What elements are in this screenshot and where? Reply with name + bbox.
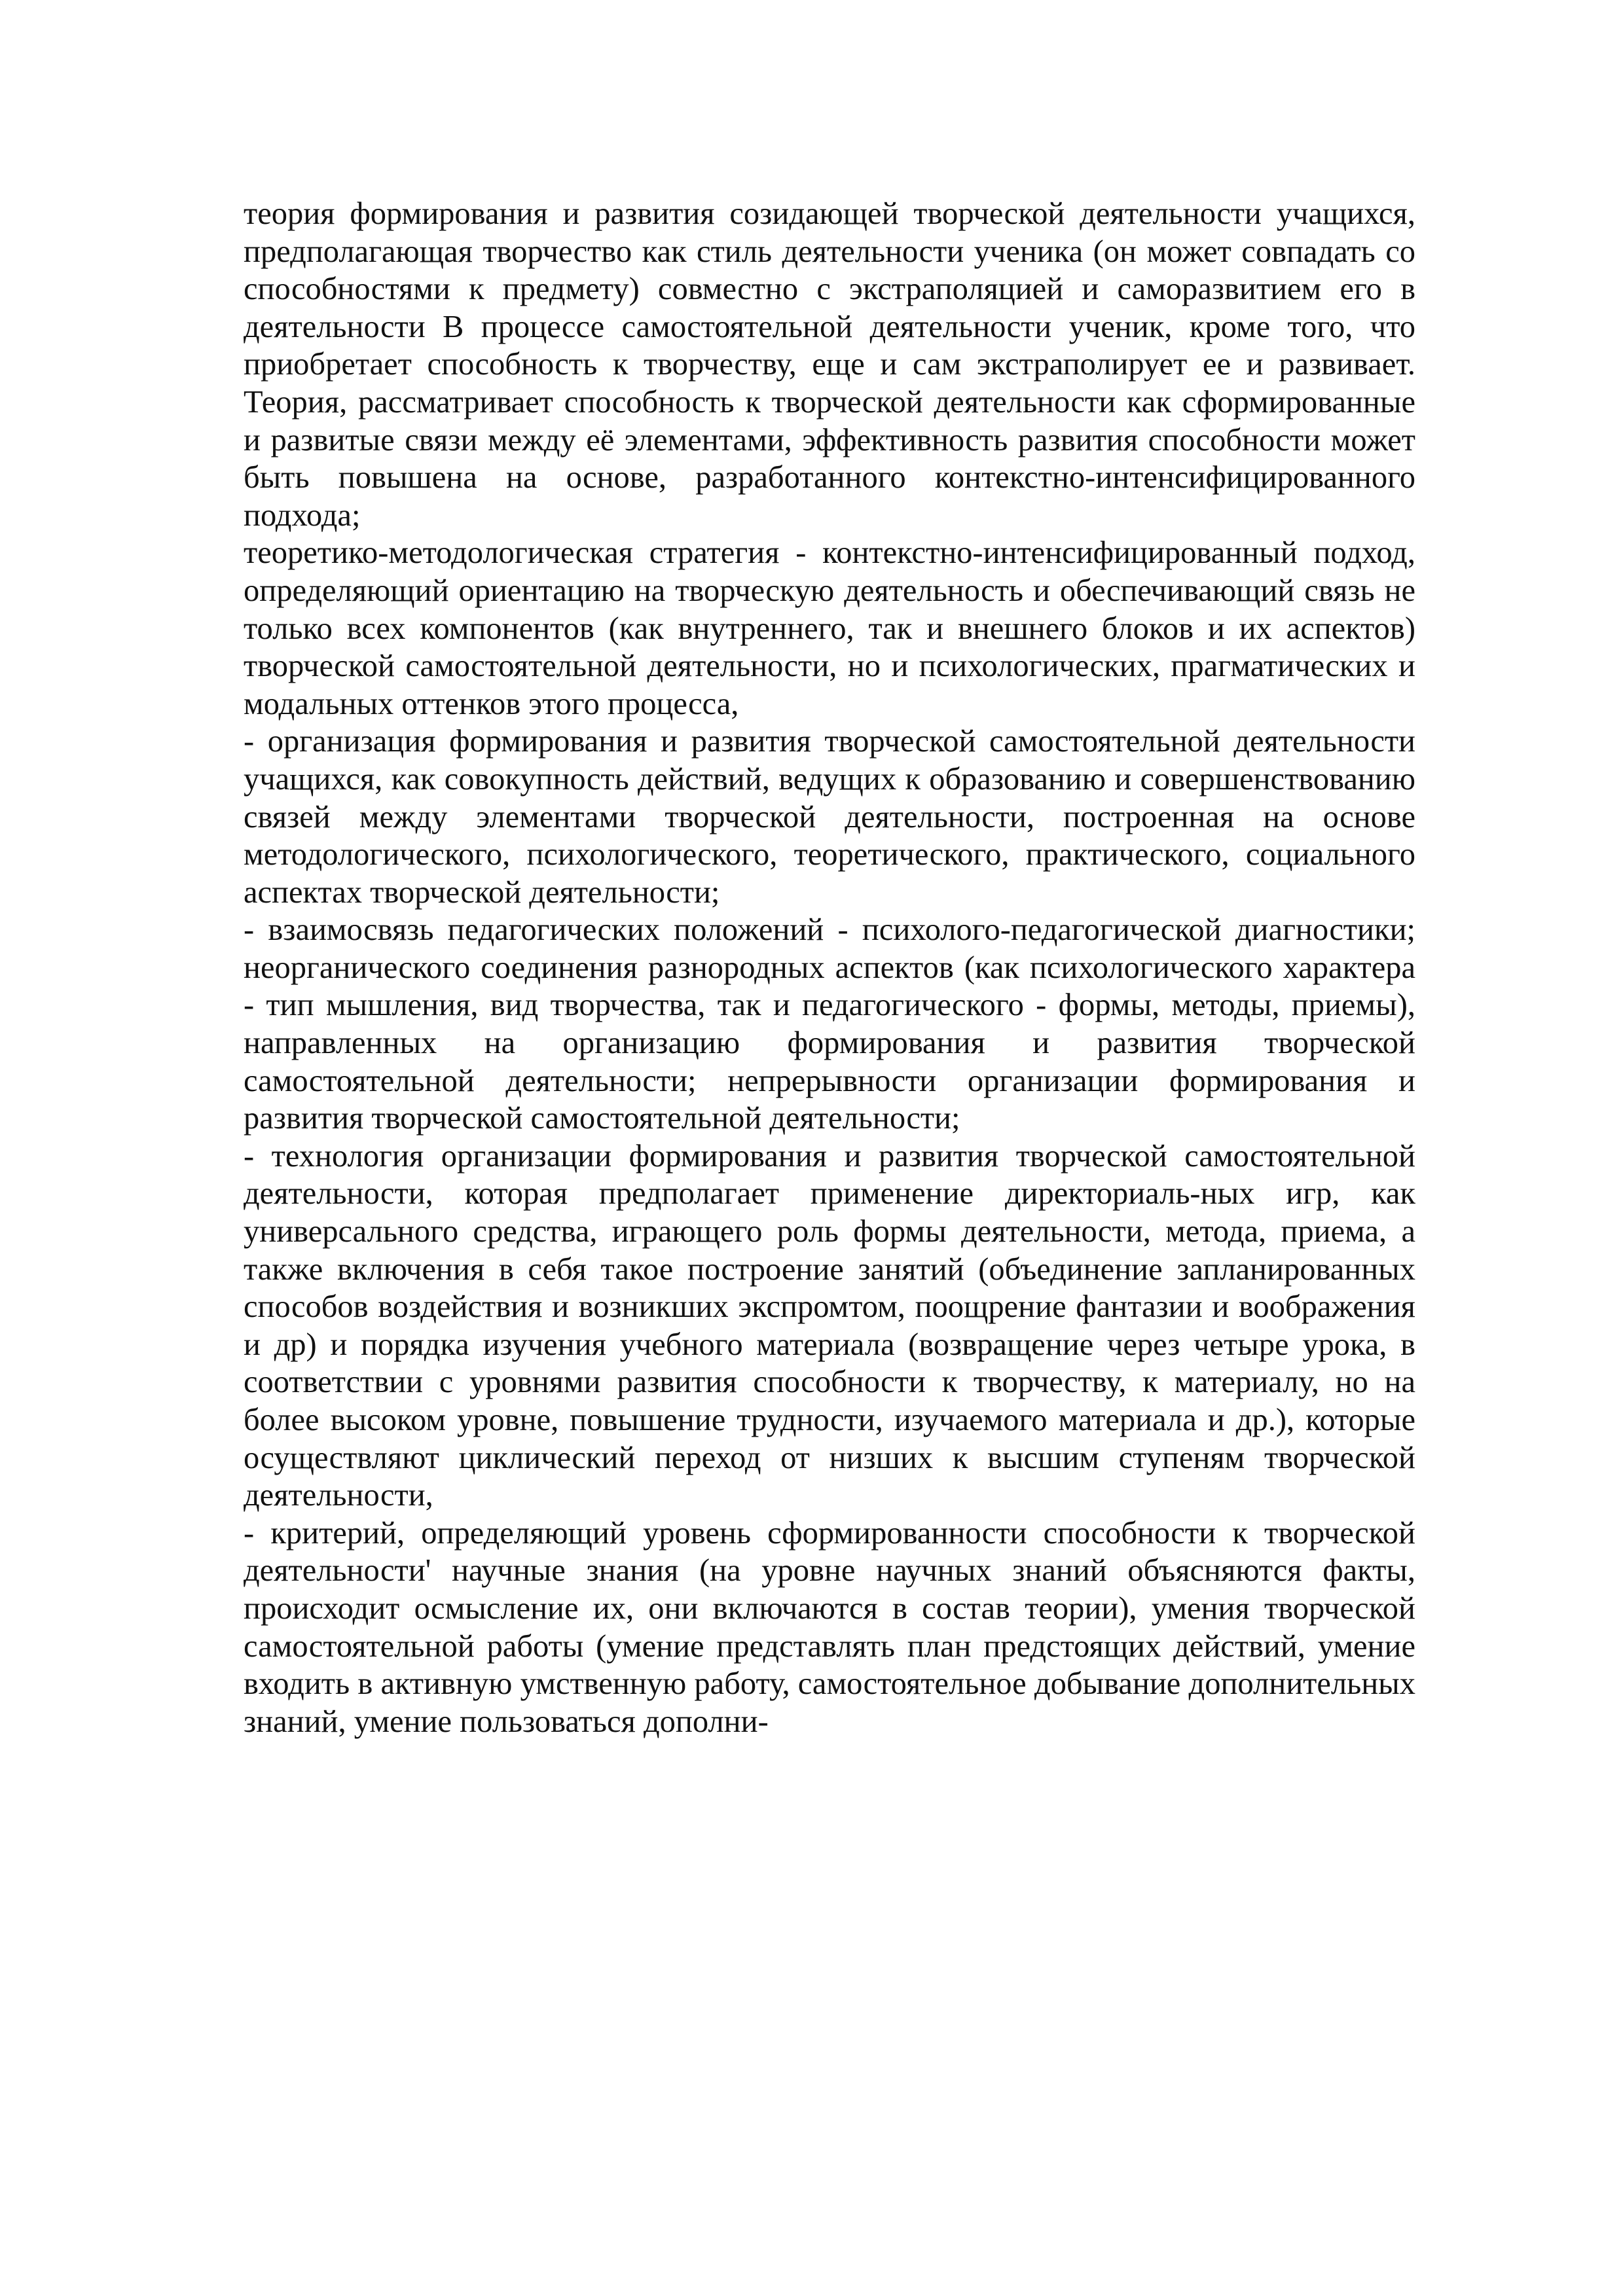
paragraph-criterion: - критерий, определяющий уровень сформированности способности к творческой деятельности' научные знания (на уровне научных знаний объясняются факты, происходит осмысление их, они включаются в состав теории), умения творческой самостоятельной работы (умение представлять план предстоящих действий, умение входить в активную умственную работу, самостоятельное добывание дополнительных знаний, умение пользоваться дополни- — [244, 1515, 1415, 1739]
paragraph-strategy: теоретико-методологическая стратегия - контекстно-интенсифицированный подход, определяющий ориентацию на творческую деятельность и обеспечивающий связь не только всех компонентов (как внутреннего, так и внешнего блоков и их аспектов) творческой самостоятельной деятельности, но и психологических, прагматических и модальных оттенков этого процесса, — [244, 535, 1415, 721]
paragraph-interrelation: - взаимосвязь педагогических положений - психолого-педагогической диагностики; неорганического соединения разнородных аспектов (как психологического характера - тип мышления, вид творчества, так и педагогического - формы, методы, приемы), направленных на организацию формирования и развития творческой самостоятельной деятельности; непрерывности организации формирования и развития творческой самостоятельной деятельности; — [244, 912, 1415, 1136]
body-text — [244, 195, 1415, 1740]
paragraph-technology: - технология организации формирования и развития творческой самостоятельной деятельности, которая предполагает применение директориаль-ных игр, как универсального средства, играющего роль формы деятельности, метода, приема, а также включения в себя такое построение занятий (объединение запланированных способов воздействия и возникших экспромтом, поощрение фантазии и воображения и др) и порядка изучения учебного материала (возвращение через четыре урока, в соответствии с уровнями развития способности к творчеству, к материалу, но на более высоком уровне, повышение трудности, изучаемого материала и др.), которые осуществляют циклический переход от низших к высшим ступеням творческой деятельности, — [244, 1138, 1415, 1513]
paragraph-theory: теория формирования и развития созидающей творческой деятельности учащихся, предполагающая творчество как стиль деятельности ученика (он может совпадать со способностями к предмету) совместно с экстраполяцией и саморазвитием его в деятельности В процессе самостоятельной деятельности ученик, кроме того, что приобретает способность к творчеству, еще и сам экстраполирует ее и развивает. Теория, рассматривает способность к творческой деятельности как сформированные и развитые связи между её элементами, эффективность развития способности может быть повышена на основе, разработанного контекстно-интенсифицированного подхода; — [244, 196, 1415, 533]
paragraph-organization: - организация формирования и развития творческой самостоятельной деятельности учащихся, как совокупность действий, ведущих к образованию и совершенствованию связей между элементами творческой деятельности, построенная на основе методологического, психологического, теоретического, практического, социального аспектах творческой деятельности; — [244, 724, 1415, 910]
